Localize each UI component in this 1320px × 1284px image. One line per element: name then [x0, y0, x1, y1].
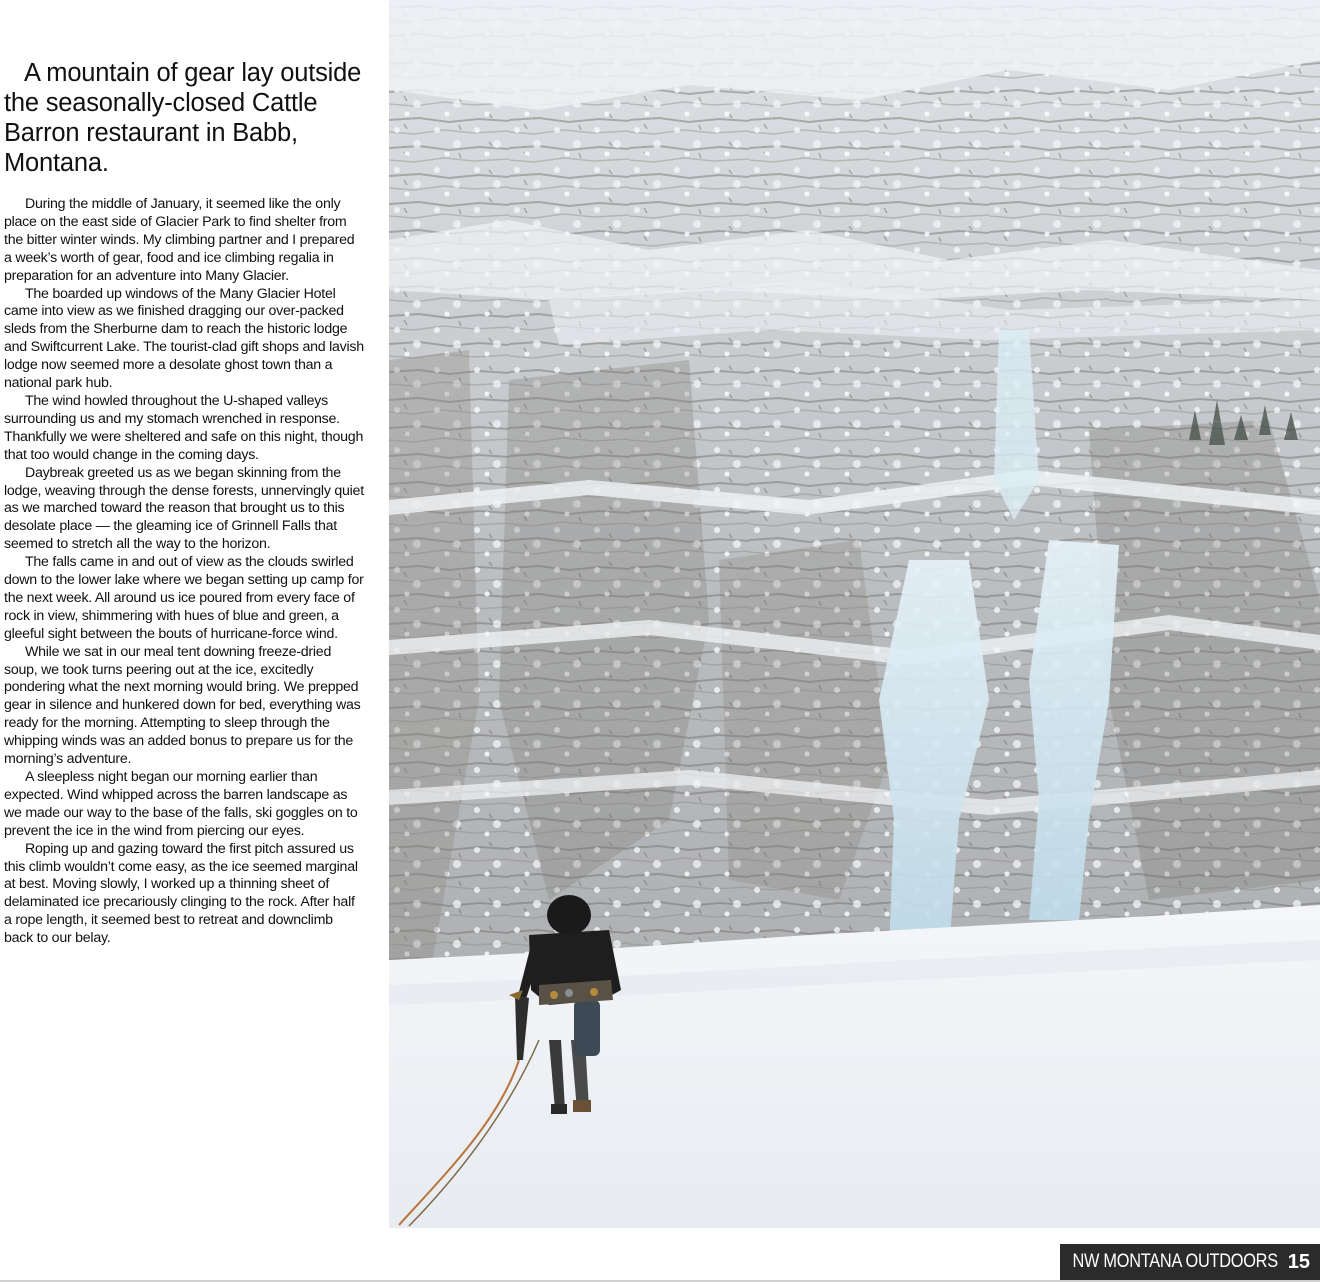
footer-rule [0, 1280, 1320, 1282]
article-body [4, 196, 364, 948]
article-paragraph: Daybreak greeted us as we began skinning from the lodge, weaving through the dense forests, unnervingly quiet as we marched toward the reason that brought us to this desolate place — the gleaming ice of Grinnell Falls that seemed to stretch all the way to the horizon. [4, 464, 364, 553]
page-footer [1060, 1244, 1320, 1280]
article-paragraph: The boarded up windows of the Many Glacier Hotel came into view as we finished dragging our over-packed sleds from the Sherburne dam to reach the historic lodge and Swiftcurrent Lake. The tourist-clad gift shops and lavish lodge now seemed more a desolate ghost town than a national park hub. [4, 285, 364, 392]
article-paragraph: The wind howled throughout the U-shaped valleys surrounding us and my stomach wrenched in response. Thankfully we were sheltered and safe on this night, though that too would change in the coming days. [4, 392, 364, 463]
photo-caption: A mountain of gear lay outside the seasonally-closed Cattle Barron restaurant in Babb, Montana. [4, 59, 362, 177]
article-paragraph: The falls came in and out of view as the clouds swirled down to the lower lake where we began setting up camp for the next week. All around us ice poured from every face of rock in view, shimmering with hues of blue and green, a gleeful sight between the bouts of hurricane-force wind. [4, 554, 364, 642]
page-number: 15 [1287, 1250, 1310, 1273]
article-paragraph: Roping up and gazing toward the first pitch assured us this climb wouldn’t come easy, as the ice seemed marginal at best. Moving slowly, I worked up a thinning sheet of delaminated ice precariously clinging to the rock. After half a rope length, it seemed best to retreat and downclimb back to our belay. [4, 840, 358, 947]
article-paragraph: A sleepless night began our morning earlier than expected. Wind whipped across the barren landscape as we made our way to the base of the falls, ski goggles on to prevent the ice in the wind from piercing our eyes. [4, 769, 358, 839]
magazine-name: NW MONTANA OUTDOORS [1072, 1251, 1278, 1272]
article-paragraph: During the middle of January, it seemed like the only place on the east side of Glacier Park to find shelter from the bitter winter winds. My climbing partner and I prepared a week’s worth of gear, food and ice climbing regalia in preparation for an adventure into Many Glacier. [4, 196, 355, 284]
article-column [4, 58, 364, 948]
ice-climbing-photo [389, 0, 1320, 1228]
article-paragraph: While we sat in our meal tent downing freeze-dried soup, we took turns peering out at the ice, excitedly pondering what the next morning would bring. We prepped gear in silence and hunkered down for bed, everything was ready for the morning. Attempting to sleep through the whipping winds was an added bonus to prepare us for the morning’s adventure. [4, 643, 361, 768]
